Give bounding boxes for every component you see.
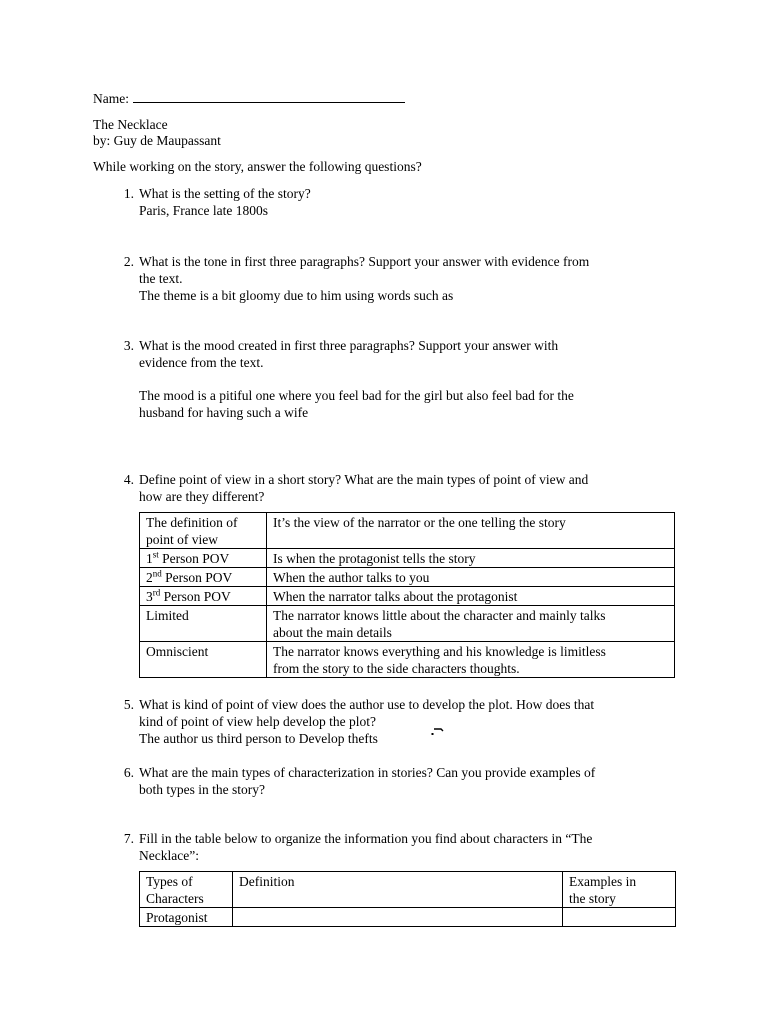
story-title: The Necklace [93,117,168,132]
pov-table [139,512,675,678]
question-1 [123,185,679,219]
answer-text: Paris, France late 1800s [139,203,268,218]
instructions: While working on the story, answer the following questions? [93,159,422,174]
question-number: 5. [123,697,134,712]
question-text: both types in the story? [139,782,265,797]
question-3 [123,337,679,421]
table-row [140,587,675,606]
question-number: 6. [123,765,134,780]
question-text: What is the mood created in first three paragraphs? Support your answer with [139,338,559,353]
name-field[interactable] [93,89,405,107]
question-number: 3. [123,338,134,353]
question-text: Necklace”: [139,848,199,863]
table-row [140,513,675,549]
table-row [140,606,675,642]
table-cell [140,872,233,908]
cell-text: about the main details [273,625,392,640]
ordinal-suffix: nd [152,568,162,579]
question-text: how are they different? [139,489,265,504]
question-number: 7. [123,831,134,846]
cursor-mark-icon [431,727,445,735]
question-7 [123,830,679,864]
table-cell [140,587,267,606]
table-cell [267,606,675,642]
name-label: Name: [93,91,129,106]
table-header-row [140,872,676,908]
name-blank-line[interactable] [133,89,405,103]
question-2 [123,253,679,304]
cell-text: 2 [146,570,153,585]
question-number: 4. [123,472,134,487]
question-6 [123,764,679,798]
table-cell: Definition [233,872,563,908]
table-cell [140,513,267,549]
table-row [140,908,676,927]
cell-text: Person POV [161,570,233,585]
table-cell: When the author talks to you [267,568,675,587]
question-number: 1. [123,186,134,201]
table-cell: Is when the protagonist tells the story [267,549,675,568]
question-4 [123,471,679,505]
answer-text: The mood is a pitiful one where you feel bad for the girl but also feel bad for the [139,388,574,403]
table-row [140,642,675,678]
table-cell [267,642,675,678]
cell-text: The narrator knows little about the character and mainly talks [273,608,606,623]
question-text: What are the main types of characterization in stories? Can you provide examples of [139,765,596,780]
cell-text: 3 [146,589,153,604]
ordinal-suffix: st [152,549,159,560]
cell-text: 1 [146,551,153,566]
table-cell: Protagonist [140,908,233,927]
question-5 [123,696,679,747]
table-cell [140,568,267,587]
table-cell [140,549,267,568]
cell-text: Characters [146,891,204,906]
cell-text: Person POV [160,589,231,604]
table-cell: It’s the view of the narrator or the one telling the story [267,513,675,549]
table-cell: When the narrator talks about the protagonist [267,587,675,606]
definition-cell[interactable] [233,908,563,927]
question-text: kind of point of view help develop the plot? [139,714,376,729]
table-row [140,568,675,587]
table-cell: Limited [140,606,267,642]
question-text: What is the setting of the story? [139,186,311,201]
cell-text: The definition of [146,515,238,530]
cell-text: from the story to the side characters thoughts. [273,661,520,676]
question-text: What is kind of point of view does the author use to develop the plot. How does that [139,697,595,712]
cell-text: The narrator knows everything and his knowledge is limitless [273,644,606,659]
question-text: Fill in the table below to organize the information you find about characters in “The [139,831,593,846]
answer-text: husband for having such a wife [139,405,309,420]
cell-text: Person POV [158,551,230,566]
table-cell [563,872,676,908]
ordinal-suffix: rd [152,587,161,598]
question-number: 2. [123,254,134,269]
examples-cell[interactable] [563,908,676,927]
question-text: Define point of view in a short story? What are the main types of point of view and [139,472,589,487]
cell-text: the story [569,891,616,906]
question-text: the text. [139,271,183,286]
answer-text: The theme is a bit gloomy due to him using words such as [139,288,454,303]
answer-text: The author us third person to Develop thefts [139,731,378,746]
cell-text: Examples in [569,874,637,889]
question-text: evidence from the text. [139,355,264,370]
question-text: What is the tone in first three paragraphs? Support your answer with evidence from [139,254,590,269]
story-author: by: Guy de Maupassant [93,133,221,148]
table-cell: Omniscient [140,642,267,678]
cell-text: point of view [146,532,218,547]
table-row [140,549,675,568]
cell-text: Types of [146,874,193,889]
characters-table [139,871,676,927]
